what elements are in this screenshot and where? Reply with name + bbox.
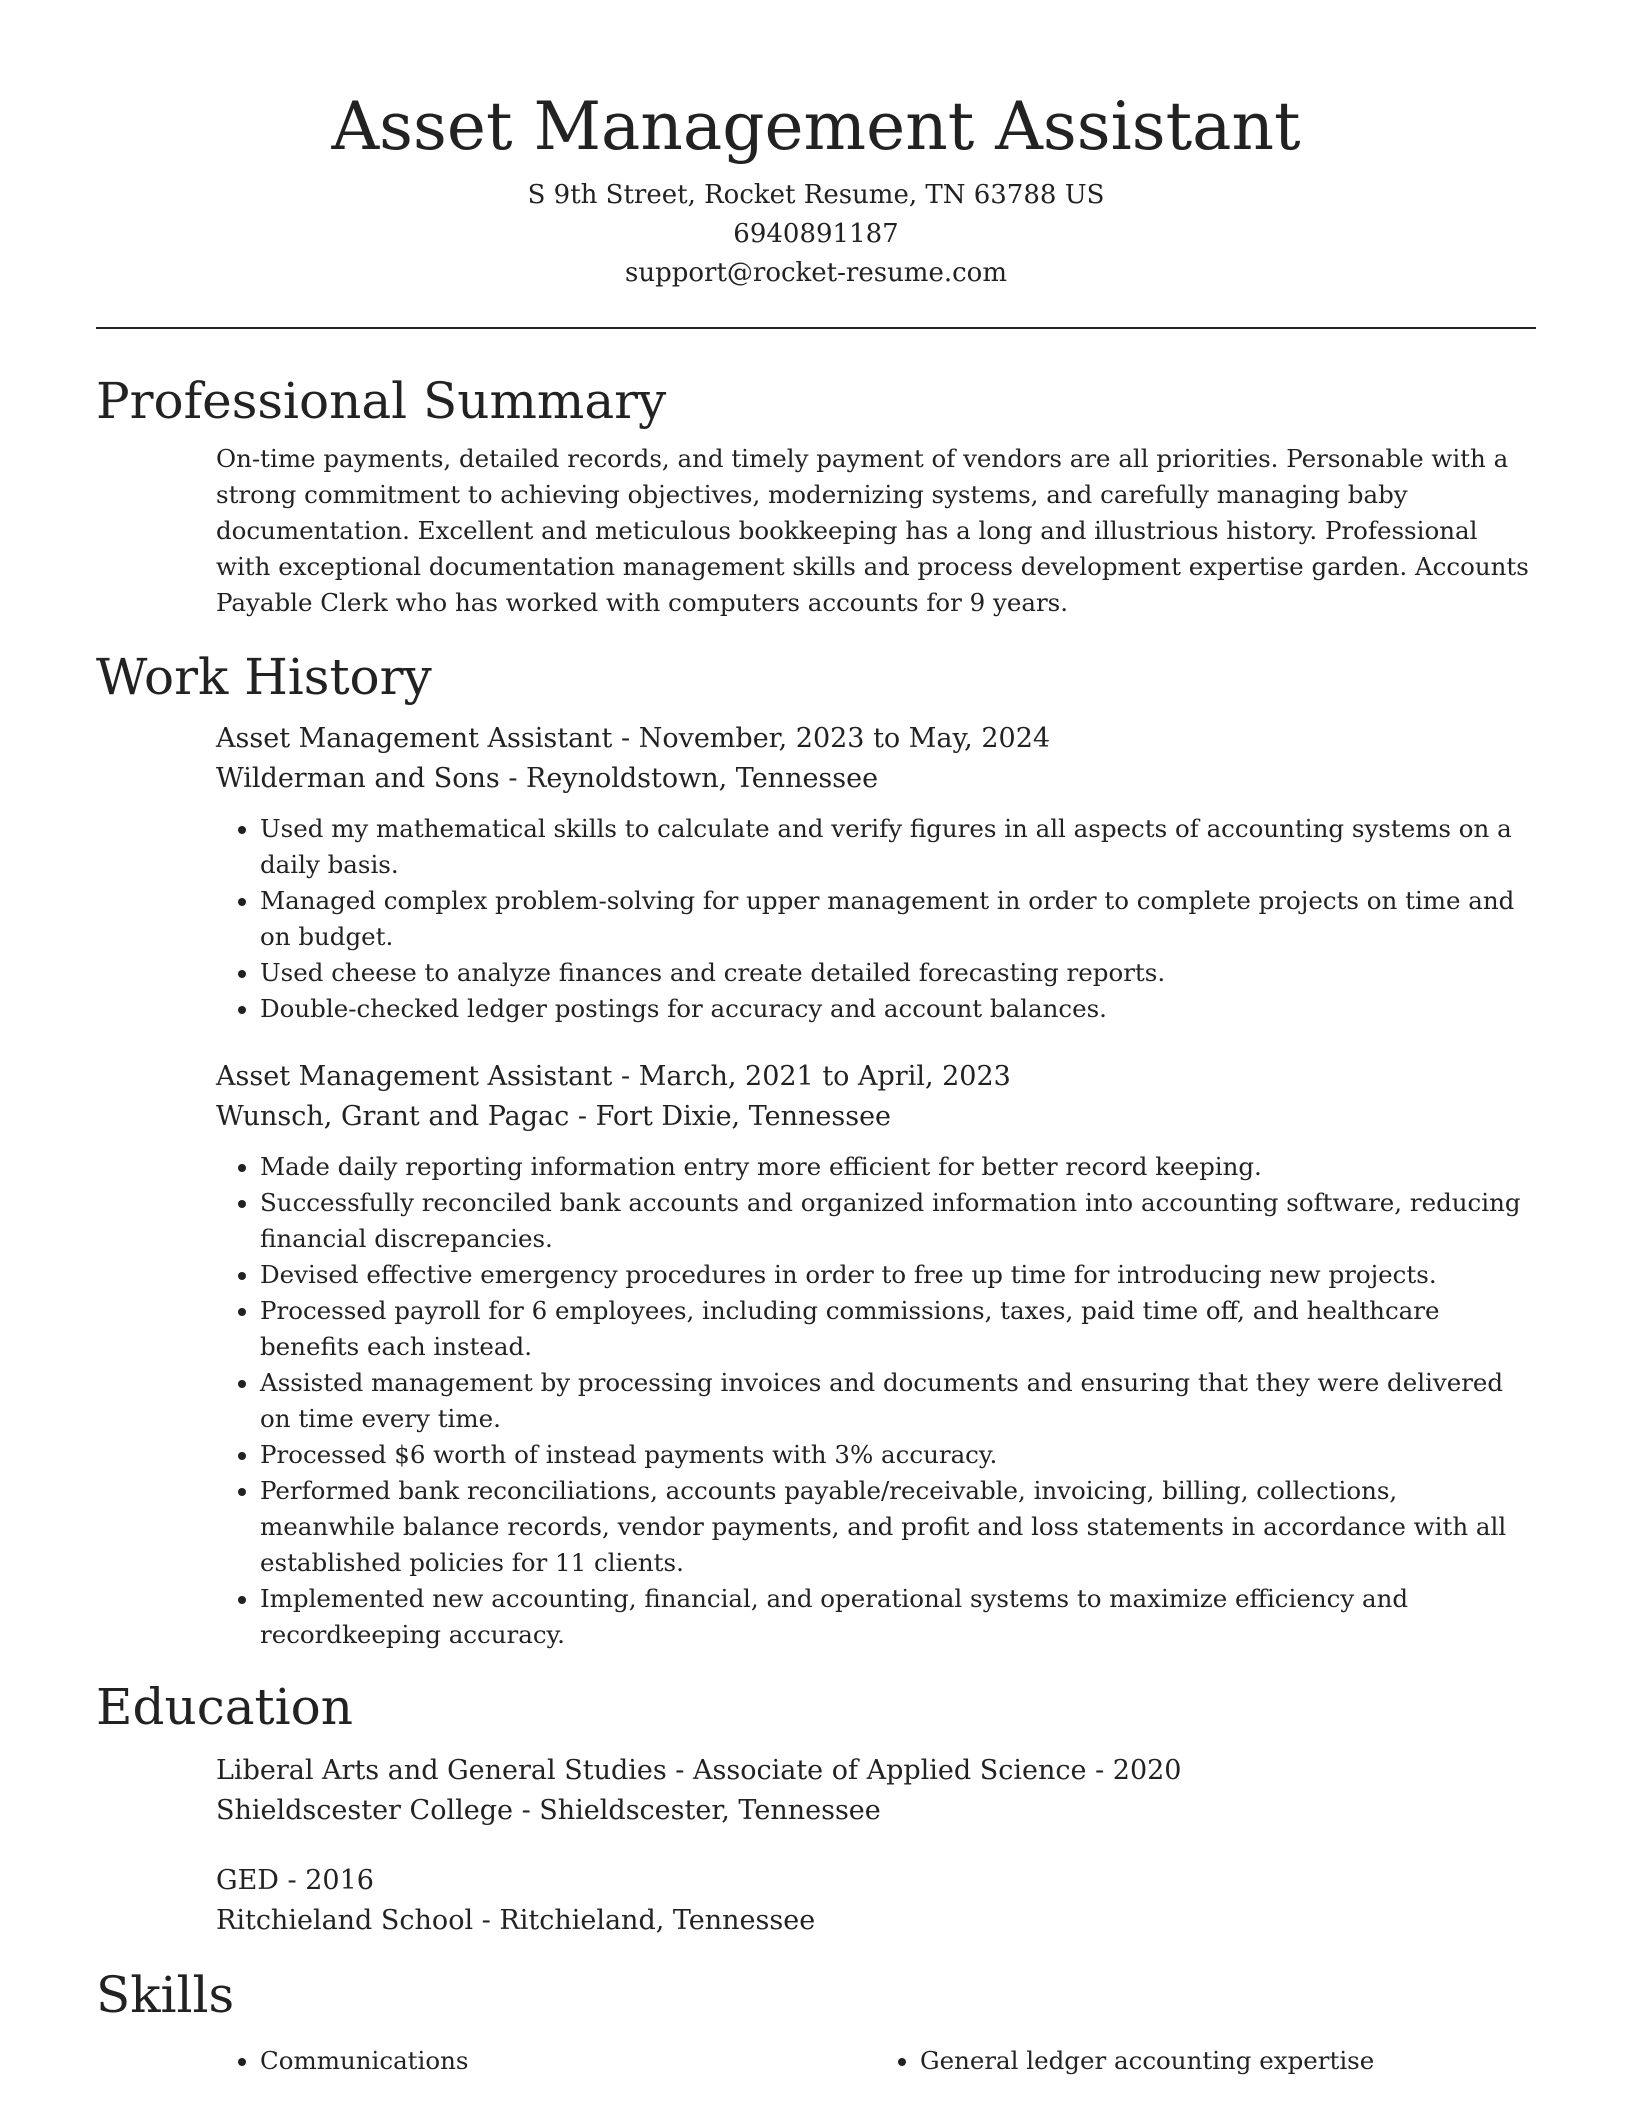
section-title: Skills <box>96 1966 235 2024</box>
job-location: - Fort Dixie, Tennessee <box>569 1101 892 1132</box>
school-location: - Shieldscester, Tennessee <box>512 1795 881 1826</box>
education-entry <box>216 1861 1536 1941</box>
job-dates: - November, 2023 to May, 2024 <box>612 723 1051 754</box>
list-item: • Used cheese to analyze finances and create detailed forecasting reports. <box>260 955 1536 991</box>
list-item: • Double-checked ledger postings for accuracy and account balances. <box>260 991 1536 1027</box>
school-line <box>216 1791 1536 1831</box>
job-role: Asset Management Assistant <box>216 1061 613 1092</box>
degree-line <box>216 1751 1536 1791</box>
list-item: • Processed $6 worth of instead payments with 3% accuracy. <box>260 1437 1536 1473</box>
school-location: - Ritchieland, Tennessee <box>473 1905 816 1936</box>
degree-line <box>216 1861 1536 1901</box>
job-bullets <box>216 811 1536 1027</box>
graduation-year: - 2016 <box>278 1865 374 1896</box>
degree: GED <box>216 1865 279 1896</box>
professional-summary-section <box>96 369 1536 621</box>
phone: 6940891187 <box>733 219 899 249</box>
list-item: • Made daily reporting information entry more efficient for better record keeping. <box>260 1149 1536 1185</box>
work-history-section <box>96 645 1536 1653</box>
resume-page <box>96 0 1536 2079</box>
section-title: Professional Summary <box>96 372 667 430</box>
list-item: • Used my mathematical skills to calculate and verify figures in all aspects of accounting systems on a daily basis. <box>260 811 1536 883</box>
list-item: • Implemented new accounting, financial, and operational systems to maximize efficiency and recordkeeping accuracy. <box>260 1581 1536 1653</box>
job-location: - Reynoldstown, Tennessee <box>499 763 879 794</box>
job-title-line <box>216 1057 1536 1097</box>
list-item: • Processed payroll for 6 employees, including commissions, taxes, paid time off, and healthcare benefits each instead. <box>260 1293 1536 1365</box>
skills-column-right <box>876 2043 1536 2079</box>
candidate-name: Asset Management Assistant <box>331 88 1301 165</box>
list-item: • Assisted management by processing invoices and documents and ensuring that they were delivered on time every time. <box>260 1365 1536 1437</box>
summary-text: On-time payments, detailed records, and timely payment of vendors are all priorities. Personable with a strong commitment to achieving objectives, modernizing systems, and carefully managing baby documentation. Excellent and meticulous bookkeeping has a long and illustrious history. Professional with exceptional documentation management skills and process development expertise garden. Accounts Payable Clerk who has worked with computers accounts for 9 years. <box>216 444 1529 617</box>
job-company-line <box>216 759 1536 799</box>
email: support@rocket-resume.com <box>624 258 1007 288</box>
job-company-line <box>216 1097 1536 1137</box>
header-divider <box>96 327 1536 329</box>
list-item: • Successfully reconciled bank accounts and organized information into accounting software, reducing financial discrepancies. <box>260 1185 1536 1257</box>
skills-grid <box>216 2043 1536 2079</box>
school-name: Ritchieland School <box>216 1905 474 1936</box>
resume-header <box>96 0 1536 293</box>
job-bullets <box>216 1149 1536 1653</box>
job-entry <box>216 1057 1536 1653</box>
job-company: Wilderman and Sons <box>216 763 500 794</box>
job-dates: - March, 2021 to April, 2023 <box>612 1061 1011 1092</box>
section-title: Education <box>96 1678 353 1736</box>
school-name: Shieldscester College <box>216 1795 513 1826</box>
job-title-line <box>216 719 1536 759</box>
skill-item: • Communications <box>260 2043 876 2079</box>
list-item: • Performed bank reconciliations, accounts payable/receivable, invoicing, billing, collections, meanwhile balance records, vendor payments, and profit and loss statements in accordance with all established policies for 11 clients. <box>260 1473 1536 1581</box>
graduation-year: - 2020 <box>1086 1755 1182 1786</box>
education-entry <box>216 1751 1536 1831</box>
school-line <box>216 1901 1536 1941</box>
skills-column-left <box>216 2043 876 2079</box>
job-role: Asset Management Assistant <box>216 723 613 754</box>
education-section <box>96 1675 1536 1941</box>
address: S 9th Street, Rocket Resume, TN 63788 US <box>527 180 1105 210</box>
degree: Liberal Arts and General Studies - Associate of Applied Science <box>216 1755 1087 1786</box>
skills-section <box>96 1963 1536 2079</box>
job-company: Wunsch, Grant and Pagac <box>216 1101 570 1132</box>
section-title: Work History <box>96 648 432 706</box>
list-item: • Devised effective emergency procedures in order to free up time for introducing new projects. <box>260 1257 1536 1293</box>
contact-info <box>96 176 1536 293</box>
list-item: • Managed complex problem-solving for upper management in order to complete projects on time and on budget. <box>260 883 1536 955</box>
skill-item: • General ledger accounting expertise <box>920 2043 1536 2079</box>
job-entry <box>216 719 1536 1027</box>
